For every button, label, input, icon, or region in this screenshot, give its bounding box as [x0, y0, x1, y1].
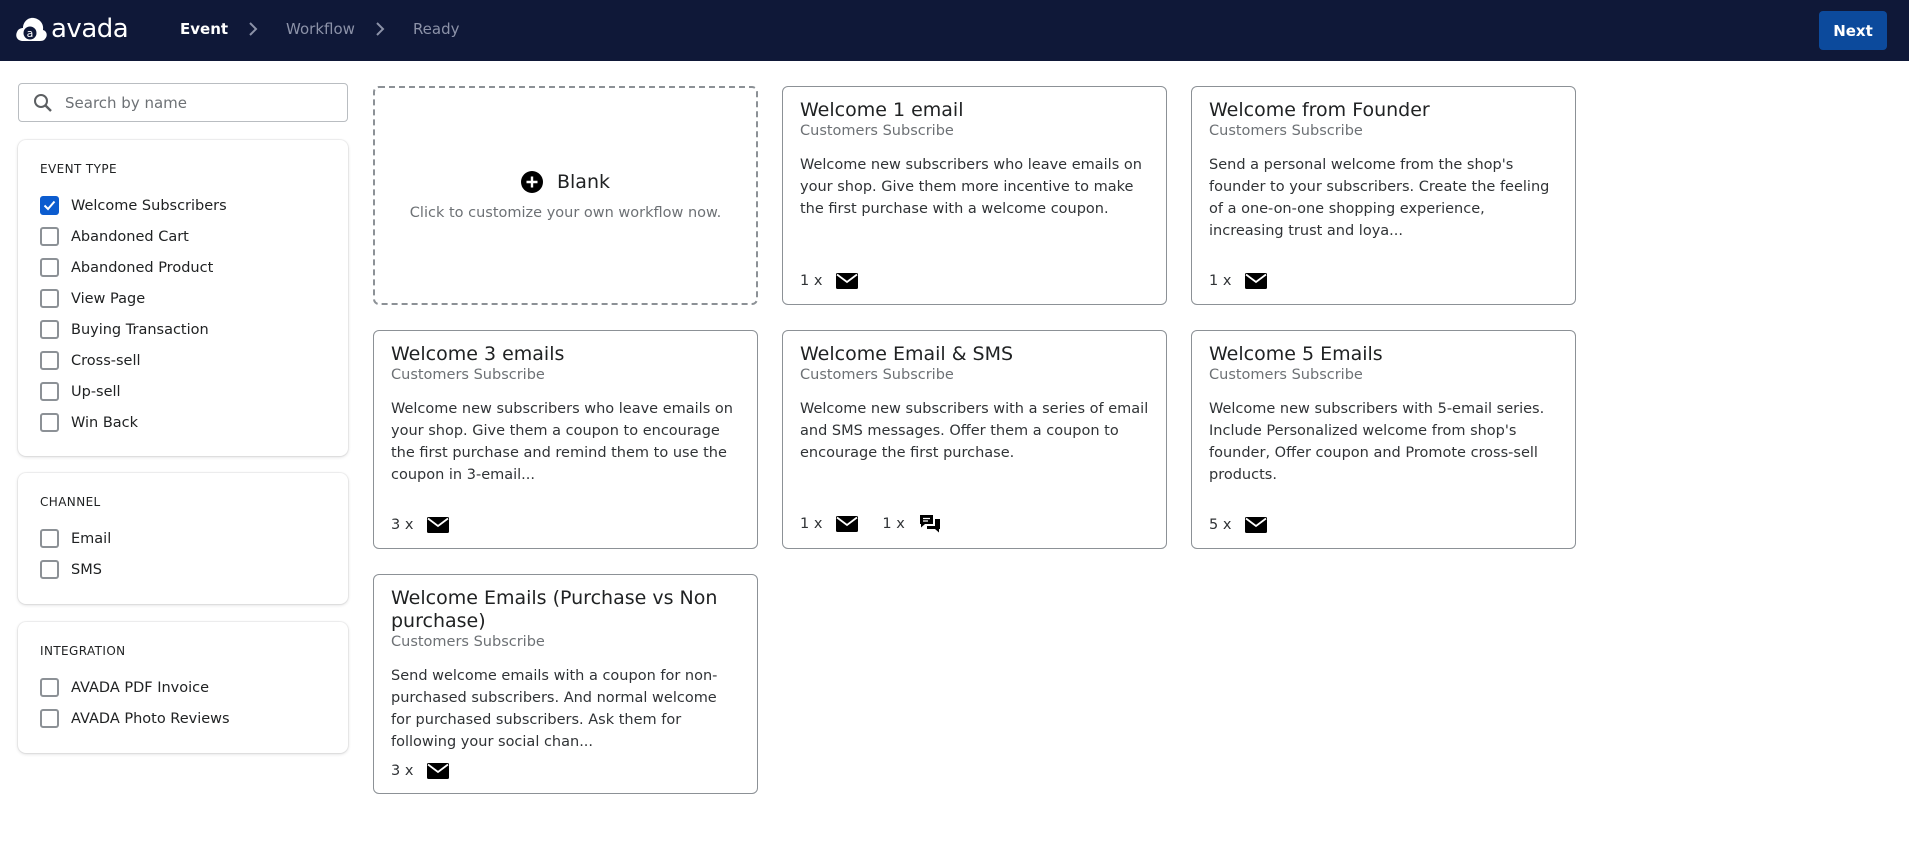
filter-option-label: AVADA PDF Invoice — [71, 679, 210, 696]
sms-icon — [919, 514, 941, 534]
template-trigger: Customers Subscribe — [1209, 367, 1363, 383]
filter-option[interactable] — [40, 252, 326, 283]
step-ready[interactable]: Ready — [412, 20, 460, 38]
checkbox[interactable] — [40, 709, 59, 728]
filter-option-label: Cross-sell — [71, 352, 141, 369]
svg-text:a: a — [26, 27, 34, 40]
filter-option[interactable] — [40, 283, 326, 314]
filter-title: INTEGRATION — [40, 644, 126, 658]
blank-workflow-card[interactable] — [373, 86, 758, 305]
channel-count: 3 x — [391, 763, 414, 779]
email-icon — [836, 516, 858, 532]
template-channels — [1209, 273, 1291, 289]
checkbox[interactable] — [40, 413, 59, 432]
template-title: Welcome 1 email — [800, 99, 964, 121]
avada-logo[interactable] — [14, 14, 128, 44]
filter-option-label: View Page — [71, 290, 146, 307]
filter-option-label: Email — [71, 530, 112, 547]
filter-option-label: Abandoned Cart — [71, 228, 189, 245]
template-card[interactable] — [1191, 86, 1576, 305]
filter-option[interactable] — [40, 314, 326, 345]
template-channels — [391, 517, 473, 533]
integration-filter — [18, 622, 348, 753]
blank-title: Blank — [556, 170, 610, 193]
filter-option-label: Win Back — [71, 414, 139, 431]
template-trigger: Customers Subscribe — [391, 634, 545, 650]
event-type-filter — [18, 140, 348, 456]
app-name: avada — [51, 14, 129, 44]
checkbox-checked[interactable] — [40, 196, 59, 215]
top-bar — [0, 0, 1909, 61]
checkbox[interactable] — [40, 258, 59, 277]
template-channels — [391, 763, 473, 779]
template-card[interactable] — [373, 330, 758, 549]
filter-option[interactable] — [40, 554, 326, 585]
template-trigger: Customers Subscribe — [391, 367, 545, 383]
channel-filter — [18, 473, 348, 604]
search-input[interactable] — [65, 94, 325, 112]
filter-option-label: Abandoned Product — [71, 259, 214, 276]
step-event[interactable]: Event — [180, 20, 229, 38]
template-title: Welcome 3 emails — [391, 343, 565, 365]
checkbox[interactable] — [40, 289, 59, 308]
filter-option[interactable] — [40, 407, 326, 438]
checkbox[interactable] — [40, 382, 59, 401]
filter-option[interactable] — [40, 703, 326, 734]
filter-option[interactable] — [40, 672, 326, 703]
checkbox[interactable] — [40, 227, 59, 246]
chevron-right-icon — [375, 21, 385, 37]
blank-subtitle: Click to customize your own workflow now. — [409, 204, 722, 221]
filter-option-label: Buying Transaction — [71, 321, 209, 338]
filter-option-label: SMS — [71, 561, 102, 578]
template-trigger: Customers Subscribe — [800, 367, 954, 383]
next-button[interactable]: Next — [1819, 11, 1887, 50]
filter-option[interactable] — [40, 376, 326, 407]
email-icon — [836, 273, 858, 289]
add-circle-icon — [521, 171, 543, 193]
channel-count: 5 x — [1209, 517, 1232, 533]
template-title: Welcome from Founder — [1209, 99, 1430, 121]
filter-option[interactable] — [40, 345, 326, 376]
email-icon — [427, 763, 449, 779]
email-icon — [1245, 273, 1267, 289]
template-card[interactable] — [373, 574, 758, 794]
checkbox[interactable] — [40, 678, 59, 697]
filter-option-label: Up-sell — [71, 383, 121, 400]
filter-title: CHANNEL — [40, 495, 101, 509]
template-card[interactable] — [782, 330, 1167, 549]
channel-count: 1 x — [800, 273, 823, 289]
channel-count: 3 x — [391, 517, 414, 533]
checkbox[interactable] — [40, 320, 59, 339]
filter-title: EVENT TYPE — [40, 162, 117, 176]
checkbox[interactable] — [40, 560, 59, 579]
chevron-right-icon — [248, 21, 258, 37]
filter-option[interactable] — [40, 221, 326, 252]
email-icon — [427, 517, 449, 533]
template-title: Welcome 5 Emails — [1209, 343, 1383, 365]
template-title: Welcome Email & SMS — [800, 343, 1014, 365]
channel-count: 1 x — [1209, 273, 1232, 289]
filter-option[interactable] — [40, 523, 326, 554]
search-icon — [33, 93, 53, 113]
channel-count: 1 x — [800, 516, 823, 532]
template-channels — [800, 514, 965, 534]
template-channels — [1209, 517, 1291, 533]
step-workflow[interactable]: Workflow — [286, 20, 355, 38]
template-description: Welcome new subscribers with 5-email series. Include Personalized welcome from shop's founder, Offer coupon and Promote cross-sell products. — [1209, 401, 1545, 483]
filter-option[interactable] — [40, 190, 326, 221]
template-card[interactable] — [1191, 330, 1576, 549]
avada-logo-icon — [14, 14, 48, 44]
template-title: Welcome Emails (Purchase vs Non purchase) — [391, 587, 718, 632]
channel-count: 1 x — [882, 516, 905, 532]
template-channels — [800, 273, 882, 289]
template-description: Welcome new subscribers with a series of email and SMS messages. Offer them a coupon to encourage the first purchase. — [800, 401, 1149, 461]
search-box[interactable] — [18, 83, 348, 122]
template-description: Send welcome emails with a coupon for non-purchased subscribers. And normal welcome for purchased subscribers. Ask them for following your social chan... — [391, 668, 718, 750]
checkbox[interactable] — [40, 351, 59, 370]
template-trigger: Customers Subscribe — [1209, 123, 1363, 139]
template-card[interactable] — [782, 86, 1167, 305]
checkbox[interactable] — [40, 529, 59, 548]
template-description: Send a personal welcome from the shop's founder to your subscribers. Create the feeling of a one-on-one shopping experience, increasing trust and loya... — [1209, 157, 1550, 239]
step-breadcrumb — [180, 20, 460, 38]
filter-option-label: Welcome Subscribers — [71, 197, 227, 214]
template-description: Welcome new subscribers who leave emails on your shop. Give them more incentive to make the first purchase with a welcome coupon. — [800, 157, 1142, 217]
check-icon — [43, 199, 56, 212]
email-icon — [1245, 517, 1267, 533]
template-trigger: Customers Subscribe — [800, 123, 954, 139]
filter-option-label: AVADA Photo Reviews — [71, 710, 230, 727]
template-description: Welcome new subscribers who leave emails on your shop. Give them a coupon to encourage the first purchase and remind them to use the coupon in 3-email... — [391, 401, 733, 483]
